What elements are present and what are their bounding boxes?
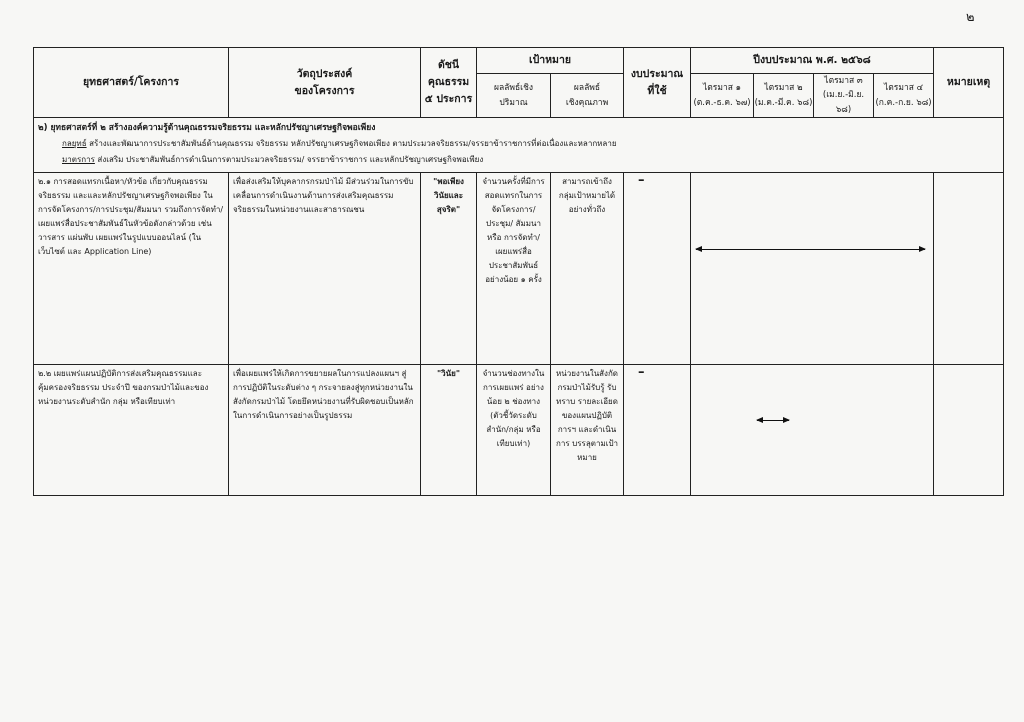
header-quarter-3	[814, 74, 874, 118]
header-budget	[624, 48, 691, 118]
header-target-qual-line1: ผลลัพธ์	[573, 83, 601, 94]
project-cell: ๒.๑ การสอดแทรกเนื้อหา/หัวข้อ เกี่ยวกับคุณธรรม จริยธรรม และและหลักปรัชญาเศรษฐกิจพอเพียง ในการจัดโครงการ/การประชุม/สัมมนา รวมถึงการจัดทำ/เผยแพร่สื่อประชาสัมพันธ์ในหัวข้อดังกล่าวด้วย เช่น วารสาร แผ่นพับ เผยแพร่ในรูปแบบออนไลน์ (ในเว็บไซต์ และ Application Line)	[34, 173, 229, 365]
tactic-label: กลยุทธ์	[62, 139, 87, 149]
timeline-cell	[691, 173, 934, 365]
index-cell: "วินัย"	[421, 365, 477, 496]
header-strategy: ยุทธศาสตร์/โครงการ	[34, 48, 229, 118]
timeline-arrow	[757, 420, 789, 421]
header-budget-line2: ที่ใช้	[647, 84, 667, 97]
header-quarter-4	[874, 74, 934, 118]
table-row	[34, 173, 1004, 365]
header-quarter-4-label: ไตรมาส ๔	[884, 83, 924, 94]
header-index-line2: คุณธรรม	[427, 76, 470, 89]
timeline-area	[691, 365, 933, 491]
table-row	[34, 365, 1004, 496]
header-row-1	[34, 48, 1004, 74]
target-qual-cell: หน่วยงานในสังกัดกรมป่าไม้รับรู้ รับทราบ รายละเอียดของแผนปฏิบัติการฯ และดำเนินการ บรรลุตามเป้าหมาย	[551, 365, 624, 496]
remarks-cell	[934, 173, 1004, 365]
budget-cell: –	[624, 173, 691, 365]
section-title: ๒) ยุทธศาสตร์ที่ ๒ สร้างองค์ความรู้ด้านคุณธรรมจริยธรรม และหลักปรัชญาเศรษฐกิจพอเพียง	[38, 123, 376, 134]
header-objective-line1: วัตถุประสงค์	[296, 67, 353, 80]
header-objective-line2: ของโครงการ	[294, 84, 355, 97]
header-target: เป้าหมาย	[477, 48, 624, 74]
index-cell: "พอเพียง วินัยและ สุจริต"	[421, 173, 477, 365]
target-quant-cell: จำนวนช่องทางในการเผยแพร่ อย่างน้อย ๒ ช่องทาง (ตัวชี้วัดระดับสำนัก/กลุ่ม หรือเทียบเท่า)	[477, 365, 551, 496]
header-quarter-1	[691, 74, 754, 118]
timeline-arrow	[696, 249, 925, 250]
header-target-quant-line1: ผลลัพธ์เชิง	[493, 83, 533, 94]
header-target-qual	[551, 74, 624, 118]
section-row	[34, 118, 1004, 173]
target-quant-cell: จำนวนครั้งที่มีการสอดแทรกในการจัดโครงการ/ ประชุม/ สัมมนา หรือ การจัดทำ/ เผยแพร่สื่อประชาสัมพันธ์ อย่างน้อย ๑ ครั้ง	[477, 173, 551, 365]
header-quarter-4-months: (ก.ค.-ก.ย. ๖๘)	[875, 97, 932, 108]
header-fiscal-year: ปีงบประมาณ พ.ศ. ๒๕๖๘	[691, 48, 934, 74]
header-quarter-3-months: (เม.ย.-มิ.ย. ๖๘)	[822, 90, 865, 115]
header-quarter-2	[754, 74, 814, 118]
timeline-area	[691, 173, 933, 360]
measure-label: มาตรการ	[62, 154, 95, 164]
project-cell: ๒.๒ เผยแพร่แผนปฏิบัติการส่งเสริมคุณธรรมและคุ้มครองจริยธรรม ประจำปี ของกรมป่าไม้และของหน่วยงานระดับสำนัก กลุ่ม หรือเทียบเท่า	[34, 365, 229, 496]
section-cell	[34, 118, 1004, 173]
remarks-cell	[934, 365, 1004, 496]
header-objective	[229, 48, 421, 118]
header-quarter-2-label: ไตรมาส ๒	[764, 83, 803, 94]
page-number: ๒	[966, 10, 975, 25]
header-quarter-1-months: (ต.ค.-ธ.ค. ๖๗)	[693, 97, 751, 108]
objective-cell: เพื่อเผยแพร่ให้เกิดการขยายผลในการแปลงแผนฯ สู่การปฏิบัติในระดับต่าง ๆ กระจายลงสู่ทุกหน่วยงานในสังกัดกรมป่าไม้ โดยยึดหน่วยงานที่รับผิดชอบเป็นหลักในการดำเนินการอย่างเป็นรูปธรรม	[229, 365, 421, 496]
header-index-line3: ๕ ประการ	[424, 93, 473, 106]
header-budget-line1: งบประมาณ	[630, 67, 684, 80]
tactic-text: สร้างและพัฒนาการประชาสัมพันธ์ด้านคุณธรรม จริยธรรม หลักปรัชญาเศรษฐกิจพอเพียง ตามประมวลจริยธรรม/จรรยาข้าราชการที่ต่อเนื่องและหลากหลาย	[86, 139, 617, 149]
header-remarks: หมายเหตุ	[934, 48, 1004, 118]
timeline-cell	[691, 365, 934, 496]
header-target-quant	[477, 74, 551, 118]
action-plan-table	[33, 47, 1004, 496]
target-qual-cell: สามารถเข้าถึงกลุ่มเป้าหมายได้อย่างทั่วถึง	[551, 173, 624, 365]
measure-text: ส่งเสริม ประชาสัมพันธ์การดำเนินการตามประมวลจริยธรรม/ จรรยาข้าราชการ และหลักปรัชญาเศรษฐกิจพอเพียง	[94, 154, 484, 164]
header-quarter-1-label: ไตรมาส ๑	[703, 83, 742, 94]
header-index-line1: ดัชนี	[437, 59, 460, 72]
budget-cell: –	[624, 365, 691, 496]
header-quarter-3-label: ไตรมาส ๓	[824, 76, 863, 86]
header-target-qual-line2: เชิงคุณภาพ	[565, 97, 609, 108]
header-target-quant-line2: ปริมาณ	[499, 97, 528, 108]
section-measure	[38, 152, 999, 167]
objective-cell: เพื่อส่งเสริมให้บุคลากรกรมป่าไม้ มีส่วนร่วมในการขับเคลื่อนการดำเนินงานด้านการส่งเสริมคุณธรรมจริยธรรมในหน่วยงานและสาธารณชน	[229, 173, 421, 365]
header-index	[421, 48, 477, 118]
header-quarter-2-months: (ม.ค.-มี.ค. ๖๘)	[754, 97, 813, 108]
section-tactic	[38, 136, 999, 151]
